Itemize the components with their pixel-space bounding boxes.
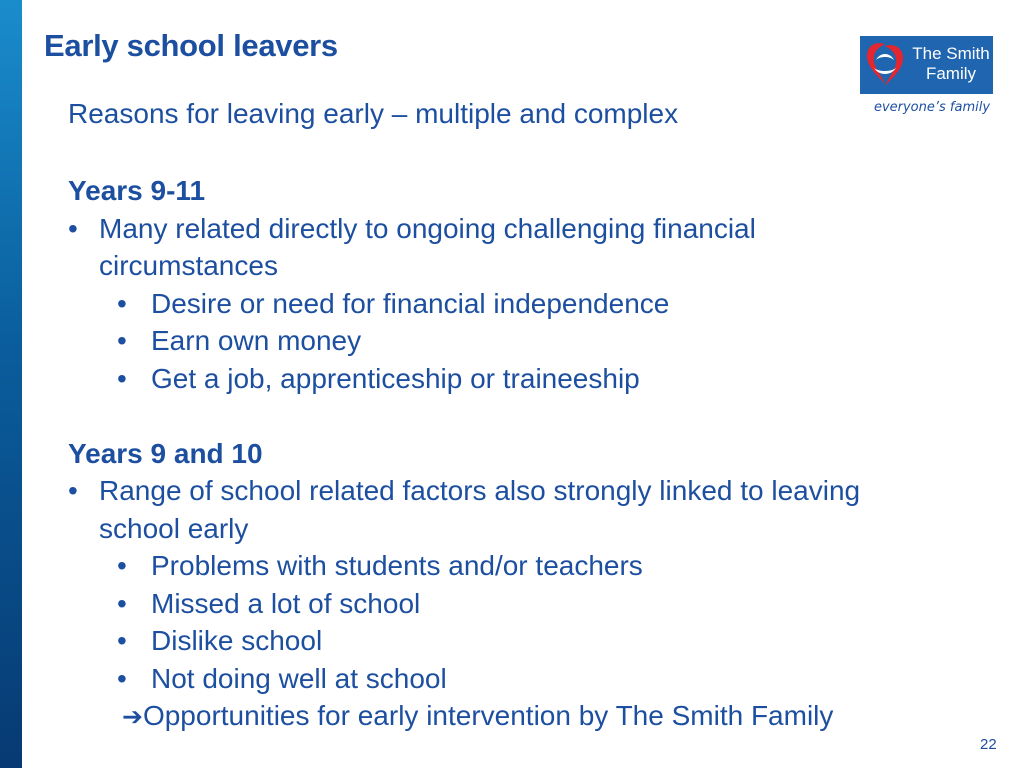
smith-family-logo [860,36,994,120]
bullet-text-line: circumstances [99,250,278,281]
conclusion-text: Opportunities for early intervention by The Smith Family [142,700,834,731]
bullet-text-line: • Many related directly to ongoing challenging financial [99,212,756,244]
sub-list-item: • Missed a lot of school [68,585,998,623]
slide-title: Early school leavers [44,28,338,63]
arrow-right-icon: ➔ [122,703,143,731]
section-heading: Years 9 and 10 [68,437,263,469]
hands-heart-icon [862,38,908,92]
conclusion-line [68,697,998,737]
sub-list-item: • Dislike school [68,622,998,660]
sub-list-item: • Desire or need for financial independence [68,285,998,323]
section-spacer [68,397,998,435]
bullet-text-line: • Range of school related factors also strongly linked to leaving [99,475,861,506]
bullet-text-line: school early [99,512,249,544]
list-item [68,210,998,285]
logo-name-line1: The Smith [912,44,990,63]
sub-list-item: • Get a job, apprenticeship or traineeship [68,360,998,398]
sub-list-item: • Problems with students and/or teachers [68,547,998,585]
sub-list-item: • Not doing well at school [68,660,998,698]
section-heading: Years 9-11 [68,175,206,206]
logo-box [860,36,993,94]
slide-subtitle: Reasons for leaving early – multiple and complex [68,98,679,129]
sub-list-item: • Earn own money [68,322,998,360]
logo-tagline: everyone’s family [873,100,991,115]
list-item [68,472,998,547]
slide-body [68,172,998,737]
logo-text [910,44,992,84]
page-number: 22 [980,736,997,753]
section-years-9-11 [68,172,998,397]
section-years-9-and-10 [68,435,998,737]
logo-name-line2: Family [925,64,977,83]
left-accent-bar [0,0,22,768]
